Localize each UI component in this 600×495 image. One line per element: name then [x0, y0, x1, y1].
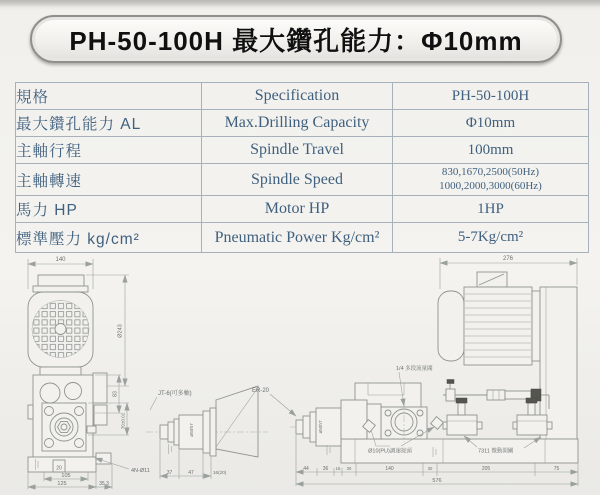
limit-switch-left: [447, 415, 477, 435]
er20-label: ER-20: [252, 388, 270, 394]
table-row: [16, 196, 589, 223]
side-fitting: [87, 426, 96, 433]
jt6-ring: [168, 422, 174, 442]
speed-60hz: 1000,2000,3000(60Hz): [439, 179, 542, 192]
switch-plunger: [458, 403, 465, 415]
front-dim-slide-text: 70±0.02: [120, 412, 126, 430]
spec-cell-en: Spindle Travel: [202, 137, 393, 164]
air-valve: [446, 389, 455, 401]
jt6-view: [146, 386, 268, 479]
motor-mount-flange: [532, 291, 540, 361]
spec-cell-en: Spindle Speed: [202, 164, 393, 196]
table-row: [16, 83, 589, 110]
spindle-ring: [303, 416, 310, 438]
jt6-plate: [210, 408, 216, 456]
seg2-text: 36: [322, 466, 329, 472]
switch-plunger-cap: [456, 398, 467, 403]
front-dim-outer-text: 125: [57, 481, 67, 487]
front-dim-height-text: Ø243: [117, 324, 124, 338]
fitting-callout: Ø10(PU)調速接頭: [368, 448, 412, 455]
jt6-flange: [203, 411, 210, 453]
spec-cell-zh: 最大鑽孔能力 AL: [16, 110, 202, 137]
table-row: [16, 164, 589, 196]
switch-nub: [547, 422, 552, 429]
seg7-text: 205: [481, 466, 491, 472]
spec-cell-value: [393, 164, 589, 196]
switch-nub: [477, 422, 482, 429]
spec-cell-zh: 主軸轉速: [16, 164, 202, 196]
side-view: [252, 256, 578, 486]
side-dim-motor: [440, 258, 577, 289]
page-title: PH-50-100H 最大鑽孔能力：Φ10mm: [69, 25, 523, 56]
spindle-ring: [310, 412, 316, 442]
jt6-nose: [160, 425, 168, 439]
spec-table: [15, 82, 589, 253]
spec-cell-zh: 主軸行程: [16, 137, 202, 164]
limit-switch-right: [517, 415, 547, 435]
spec-cell-value: 5-7Kg/cm²: [393, 223, 589, 253]
speed-fitting-right: [431, 417, 444, 430]
spec-cell-en: Pneumatic Power Kg/cm²: [202, 223, 393, 253]
head-neck: [40, 367, 81, 375]
seg5-text: 140: [385, 466, 394, 472]
spec-cell-value: 1HP: [393, 196, 589, 223]
spec-cell-en: Specification: [202, 83, 393, 110]
switch-plunger: [528, 403, 535, 415]
fan-hub: [55, 324, 66, 335]
front-dim-inner-text: 105: [61, 473, 71, 479]
jt6-shaft-text: ø50h7: [190, 423, 195, 437]
hex-fitting: [487, 390, 505, 400]
seg3-text: 16: [335, 466, 341, 471]
seg6-text: 30: [427, 466, 433, 471]
spec-cell-zh: 規格: [16, 83, 202, 110]
seg8-text: 75: [553, 466, 560, 472]
front-holes-label: 4N-Ø11: [131, 468, 150, 474]
spec-cell-value: 100mm: [393, 137, 589, 164]
switch-plunger-cap: [526, 398, 537, 403]
side-motor: [438, 272, 540, 365]
motor-cap: [38, 275, 84, 286]
seg4-text: 30: [346, 466, 352, 471]
switch-callout: 7311 微動開關: [478, 448, 514, 455]
side-dim-motor-text: 276: [502, 256, 514, 262]
er20-nose: [296, 420, 303, 434]
front-head: [28, 367, 107, 457]
spec-cell-zh: 馬力 HP: [16, 196, 202, 223]
spec-cell-en: Motor HP: [202, 196, 393, 223]
spec-cell-zh: 標準壓力 kg/cm²: [16, 223, 202, 253]
title-banner: [30, 15, 562, 63]
spec-cell-value: PH-50-100H: [393, 83, 589, 110]
motor-end-cap: [438, 291, 464, 361]
side-block: [94, 405, 107, 425]
total-dim-text: 576: [432, 478, 442, 484]
side-shaft-text: ø50h7: [318, 420, 323, 434]
motor-flange: [33, 286, 88, 292]
spec-cell-value: Φ10mm: [393, 110, 589, 137]
valve-callout: 1/4 多段流量閥: [396, 366, 433, 372]
seg1-text: 44: [303, 466, 309, 472]
jt6-dim1-text: 37: [166, 470, 173, 476]
valve-knob: [447, 380, 454, 384]
switch-nub: [443, 422, 447, 429]
spec-cell-en: Max.Drilling Capacity: [202, 110, 393, 137]
jt6-label: JT-6(可多軸): [158, 391, 192, 397]
switch-nub: [513, 422, 517, 429]
front-view: [28, 257, 150, 489]
front-dim-slot-text: 20: [56, 465, 62, 472]
table-row: [16, 110, 589, 137]
side-cylinder: [93, 373, 107, 403]
jt6-ring: [174, 419, 179, 445]
technical-drawing: [0, 245, 600, 495]
front-motor: [28, 275, 93, 367]
jt6-dim3-text: 16(20): [213, 470, 227, 475]
head-left-boss: [28, 405, 33, 419]
speed-50hz: 830,1670,2500(50Hz): [441, 166, 540, 179]
table-row: [16, 137, 589, 164]
front-dim-upper-text: 83: [112, 391, 119, 397]
spindle-housing: [341, 400, 367, 439]
front-dim-right-text: 35.3: [99, 481, 109, 487]
jt6-dim2-text: 47: [188, 470, 194, 476]
front-dim-width-text: 140: [55, 257, 66, 263]
motor-finned-body: [464, 287, 532, 365]
